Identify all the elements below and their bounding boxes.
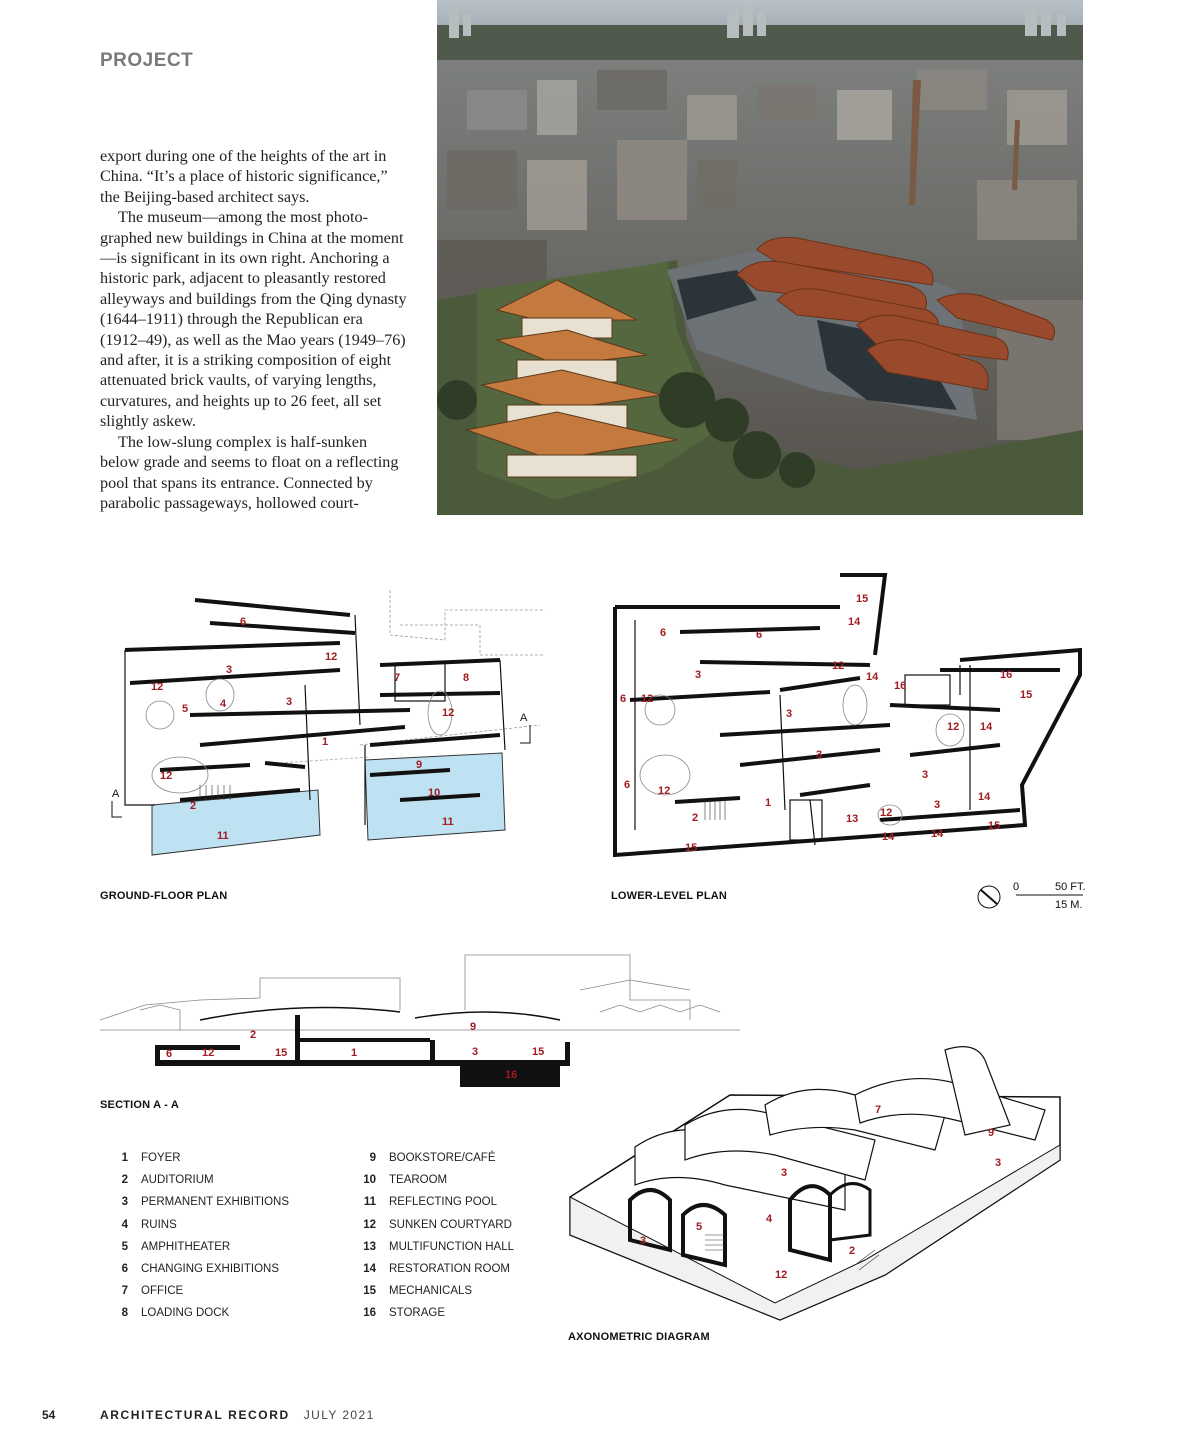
legend-item: 16 STORAGE [363, 1307, 446, 1320]
plan-number: 12 [641, 693, 654, 705]
plan-number: 2 [250, 1029, 257, 1041]
plan-number: 3 [472, 1046, 479, 1058]
scale-zero: 0 [1013, 881, 1020, 893]
paragraph: export during one of the heights of the art in China. “It’s a place of historic significance,” the Beijing-based architect says. [100, 147, 388, 206]
scale-meters: 15 M. [1055, 899, 1083, 911]
plan-number: 3 [934, 799, 941, 811]
ground-floor-plan [100, 585, 560, 870]
legend-item: 13 MULTIFUNCTION HALL [363, 1240, 515, 1253]
plan-number: 6 [660, 627, 667, 639]
plan-number: 6 [620, 693, 627, 705]
plan-number: 11 [217, 830, 229, 842]
axonometric-caption: AXONOMETRIC DIAGRAM [568, 1331, 710, 1343]
lower-level-plan [610, 570, 1090, 865]
plan-number: 1 [351, 1047, 358, 1059]
lower-level-caption: LOWER-LEVEL PLAN [611, 890, 728, 902]
plan-number: 14 [931, 828, 944, 840]
paragraph: The low-slung complex is half-sunken below grade and seems to float on a reflecting pool that spans its entrance. Connected by parabolic passageways, hollowed court- [100, 432, 399, 512]
section-label: PROJECT [100, 50, 194, 71]
plan-number: 12 [325, 651, 338, 663]
plan-number: 16 [894, 680, 907, 692]
plan-number: 2 [849, 1245, 856, 1257]
legend-item: 8 LOADING DOCK [121, 1307, 230, 1320]
paragraph: The museum—among the most photographed new buildings in China at the moment—is significant in its own right. Anchoring a historic park, adjacent to pleasantly restored alleyways and buildings from the Qing dynasty (1644–1911) through the Republican era (1912–49), as well as the Mao years (1949–76) and after, it is a striking composition of eight attenuated brick vaults, of varying lengths, curvatures, and heights up to 26 feet, all set slightly askew. [100, 208, 407, 431]
plan-number: 10 [428, 787, 441, 799]
plan-number: 7 [394, 672, 401, 684]
plan-number: 12 [160, 770, 173, 782]
plan-number: 4 [220, 698, 227, 710]
plan-number: 6 [624, 779, 631, 791]
plan-number: 3 [922, 769, 929, 781]
legend-item: 3 PERMANENT EXHIBITIONS [121, 1196, 290, 1209]
legend-item: 7 OFFICE [121, 1285, 184, 1298]
plan-number: 3 [781, 1167, 788, 1179]
axonometric-diagram [565, 1035, 1085, 1330]
section-caption: SECTION A - A [100, 1099, 179, 1111]
plan-number: 3 [286, 696, 293, 708]
plan-number: 15 [1020, 689, 1033, 701]
plan-number: 7 [875, 1104, 882, 1116]
plan-number: 6 [166, 1048, 173, 1060]
plan-number: 15 [988, 820, 1001, 832]
plan-number: 16 [1000, 669, 1013, 681]
legend-item: 4 RUINS [121, 1218, 177, 1231]
plan-number: 11 [442, 816, 454, 828]
plan-number: 15 [685, 842, 698, 854]
plan-number: 4 [766, 1213, 773, 1225]
legend-item: 1 FOYER [121, 1152, 181, 1165]
issue-date: JULY 2021 [303, 1408, 375, 1422]
plan-number: 12 [832, 660, 845, 672]
plan-number: 3 [640, 1235, 647, 1247]
legend-item: 12 SUNKEN COURTYARD [363, 1218, 512, 1231]
legend-item: 9 BOOKSTORE/CAFÉ [369, 1152, 496, 1165]
plan-number: 3 [816, 749, 823, 761]
ground-floor-caption: GROUND-FLOOR PLAN [100, 890, 228, 902]
plan-number: 12 [947, 721, 960, 733]
plan-number: 3 [226, 664, 233, 676]
plan-number: 12 [151, 681, 164, 693]
aerial-photo [437, 0, 1083, 515]
plan-number: 3 [786, 708, 793, 720]
plan-number: 8 [463, 672, 470, 684]
legend-left [100, 1147, 289, 1325]
legend-item: 6 CHANGING EXHIBITIONS [121, 1263, 280, 1276]
plan-number: 15 [856, 593, 869, 605]
plan-number: 14 [882, 831, 895, 843]
article-body [100, 146, 410, 513]
plan-number: 1 [322, 736, 329, 748]
plan-number: 9 [470, 1021, 477, 1033]
plan-number: 12 [880, 807, 893, 819]
legend-item: 11 REFLECTING POOL [363, 1196, 497, 1209]
plan-number: 15 [275, 1047, 288, 1059]
plan-number: 14 [848, 616, 861, 628]
legend-item: 10 TEAROOM [363, 1174, 448, 1187]
plan-number: 16 [505, 1069, 518, 1081]
plan-number: 3 [695, 669, 702, 681]
plan-number: 12 [202, 1047, 215, 1059]
plan-number: 5 [182, 703, 189, 715]
legend-item: 2 AUDITORIUM [121, 1174, 214, 1187]
plan-number: 14 [980, 721, 993, 733]
section-marker: A [112, 788, 120, 800]
plan-number: 9 [988, 1127, 995, 1139]
plan-number: 2 [692, 812, 699, 824]
plan-number: 15 [532, 1046, 545, 1058]
plan-number: 12 [658, 785, 671, 797]
scale-bar [975, 878, 1090, 917]
plan-number: 5 [696, 1221, 703, 1233]
plan-number: 1 [765, 797, 772, 809]
magazine-name: ARCHITECTURAL RECORD [100, 1408, 290, 1422]
plan-number: 6 [756, 629, 763, 641]
plan-number: 12 [775, 1269, 788, 1281]
plan-number: 14 [866, 671, 879, 683]
plan-number: 14 [978, 791, 991, 803]
plan-number: 6 [240, 616, 247, 628]
page-footer [42, 1408, 375, 1422]
plan-number: 3 [995, 1157, 1002, 1169]
plan-number: 2 [190, 800, 197, 812]
page-number: 54 [42, 1408, 56, 1422]
plan-number: 12 [442, 707, 455, 719]
legend-item: 5 AMPHITHEATER [121, 1240, 231, 1253]
plan-number: 9 [416, 759, 423, 771]
scale-feet: 50 FT. [1055, 881, 1086, 893]
section-marker: A [520, 712, 528, 724]
plan-number: 13 [846, 813, 859, 825]
legend-item: 15 MECHANICALS [363, 1285, 473, 1298]
legend-item: 14 RESTORATION ROOM [363, 1263, 510, 1276]
legend-right [348, 1147, 514, 1325]
